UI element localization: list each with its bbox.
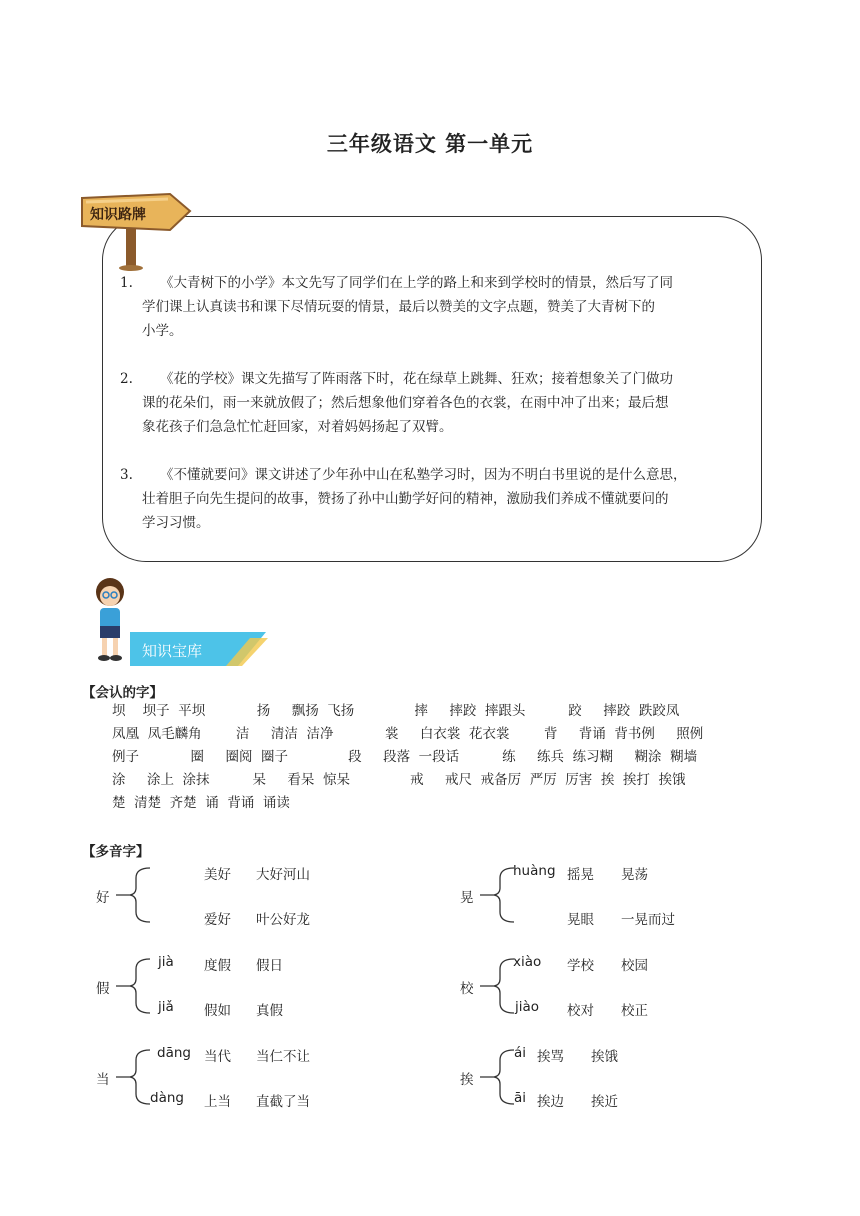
polyphonic-char: 当 <box>96 1072 110 1088</box>
word: 一晃而过 <box>621 912 675 928</box>
word: 校正 <box>621 1003 648 1019</box>
word: 度假 <box>204 958 231 974</box>
word: 假日 <box>256 958 283 974</box>
polyphonic-heading: 【多音字】 <box>82 844 150 860</box>
word: 校园 <box>621 958 648 974</box>
word: 挨饿 <box>591 1049 618 1065</box>
pinyin-top: dāng <box>157 1045 191 1061</box>
word: 真假 <box>256 1003 283 1019</box>
polyphonic-char: 晃 <box>460 890 474 906</box>
point-line: 课的花朵们，雨一来就放假了；然后想象他们穿着各色的衣裳，在雨中冲了出来；最后想 <box>142 395 669 411</box>
point-number: 1. <box>120 275 133 291</box>
polyphonic-group <box>96 1044 416 1114</box>
polyphonic-group <box>460 862 780 932</box>
polyphonic-char: 挨 <box>460 1072 474 1088</box>
pinyin-bottom: dàng <box>150 1090 184 1106</box>
point-line: 《花的学校》课文先描写了阵雨落下时，花在绿草上跳舞、狂欢；接着想象关了门做功 <box>160 371 673 387</box>
pinyin-top: xiào <box>513 954 542 970</box>
polyphonic-char: 校 <box>460 981 474 997</box>
point-number: 3. <box>120 467 133 483</box>
word: 美好 <box>204 867 231 883</box>
pinyin-bottom: jiǎ <box>158 999 174 1015</box>
point-line: 《大青树下的小学》本文先写了同学们在上学的路上和来到学校时的情景，然后写了同 <box>160 275 673 291</box>
word: 假如 <box>204 1003 231 1019</box>
polyphonic-group <box>460 953 780 1023</box>
word: 上当 <box>204 1094 231 1110</box>
brace-icon <box>112 955 152 1017</box>
polyphonic-group <box>96 953 416 1023</box>
word: 当仁不让 <box>256 1049 310 1065</box>
word: 直截了当 <box>256 1094 310 1110</box>
word: 晃荡 <box>621 867 648 883</box>
word: 学校 <box>567 958 594 974</box>
pinyin-top: huàng <box>513 863 556 879</box>
recognize-character-list <box>112 700 792 815</box>
brace-icon <box>476 955 516 1017</box>
pinyin-bottom: jiào <box>515 999 540 1015</box>
word: 晃眼 <box>567 912 594 928</box>
character-row: 涂 涂上 涂抹 呆 看呆 惊呆 戒 戒尺 戒备厉 严厉 厉害 挨 挨打 挨饿 <box>112 772 686 788</box>
brace-icon <box>112 1046 152 1108</box>
signpost-icon <box>78 186 198 272</box>
banner-label: 知识宝库 <box>142 642 203 660</box>
word: 当代 <box>204 1049 231 1065</box>
pinyin-top: jià <box>158 954 174 970</box>
polyphonic-group <box>96 862 416 932</box>
pinyin-top: ái <box>514 1045 527 1061</box>
character-row: 凤凰 凤毛麟角 洁 清洁 洁净 裳 白衣裳 花衣裳 背 背诵 背书例 照例 <box>112 726 704 742</box>
point-line: 小学。 <box>142 323 183 339</box>
brace-icon <box>476 1046 516 1108</box>
character-row: 例子 圈 圈阅 圈子 段 段落 一段话 练 练兵 练习糊 糊涂 糊墙 <box>112 749 698 765</box>
word: 校对 <box>567 1003 594 1019</box>
point-line: 象花孩子们急急忙忙赶回家，对着妈妈扬起了双臂。 <box>142 419 453 435</box>
word: 挨骂 <box>537 1049 564 1065</box>
recognize-heading: 【会认的字】 <box>82 685 163 701</box>
point-line: 《不懂就要问》课文讲述了少年孙中山在私塾学习时，因为不明白书里说的是什么意思， <box>160 467 687 483</box>
point-line: 壮着胆子向先生提问的故事，赞扬了孙中山勤学好问的精神，激励我们养成不懂就要问的 <box>142 491 669 507</box>
word: 叶公好龙 <box>256 912 310 928</box>
point-number: 2. <box>120 371 133 387</box>
word: 摇晃 <box>567 867 594 883</box>
girl-mascot-icon <box>86 574 134 664</box>
brace-icon <box>476 864 516 926</box>
character-row: 楚 清楚 齐楚 诵 背诵 诵读 <box>112 795 290 811</box>
brace-icon <box>112 864 152 926</box>
polyphonic-char: 假 <box>96 981 110 997</box>
point-line: 学们课上认真读书和课下尽情玩耍的情景，最后以赞美的文字点题，赞美了大青树下的 <box>142 299 655 315</box>
point-line: 学习习惯。 <box>142 515 210 531</box>
signpost-label: 知识路牌 <box>90 207 146 223</box>
word: 挨近 <box>591 1094 618 1110</box>
word: 大好河山 <box>256 867 310 883</box>
word: 爱好 <box>204 912 231 928</box>
pinyin-bottom: āi <box>514 1090 527 1106</box>
polyphonic-char: 好 <box>96 890 110 906</box>
polyphonic-group <box>460 1044 780 1114</box>
character-row: 坝 坝子 平坝 扬 飘扬 飞扬 摔 摔跤 摔跟头 跤 摔跤 跌跤凤 <box>112 703 680 719</box>
page-title: 三年级语文 第一单元 <box>326 132 534 156</box>
word: 挨边 <box>537 1094 564 1110</box>
